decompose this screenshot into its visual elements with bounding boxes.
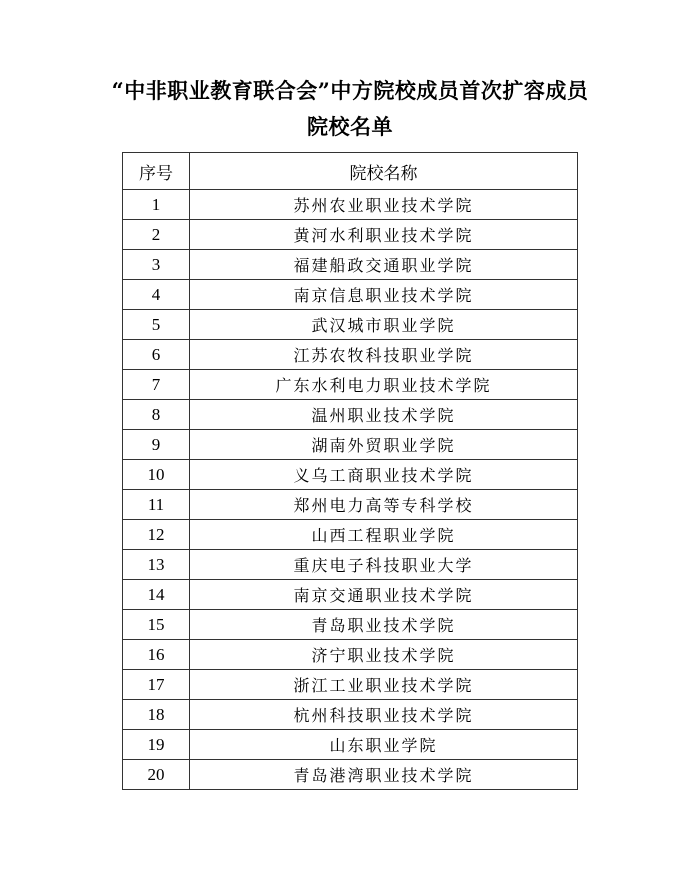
table-row [123, 460, 578, 490]
institution-name: 南京信息职业技术学院 [190, 280, 578, 310]
table-row [123, 550, 578, 580]
table-row [123, 250, 578, 280]
table-row [123, 610, 578, 640]
institution-name: 杭州科技职业技术学院 [190, 700, 578, 730]
institution-name: 济宁职业技术学院 [190, 640, 578, 670]
row-number: 8 [123, 400, 190, 430]
table-row [123, 220, 578, 250]
row-number: 6 [123, 340, 190, 370]
row-number: 18 [123, 700, 190, 730]
row-number: 9 [123, 430, 190, 460]
table-row [123, 280, 578, 310]
table-row [123, 490, 578, 520]
row-number: 19 [123, 730, 190, 760]
column-header-number: 序号 [123, 153, 190, 190]
row-number: 20 [123, 760, 190, 790]
institution-name: 山东职业学院 [190, 730, 578, 760]
row-number: 16 [123, 640, 190, 670]
row-number: 2 [123, 220, 190, 250]
institution-name: 江苏农牧科技职业学院 [190, 340, 578, 370]
row-number: 13 [123, 550, 190, 580]
table-row [123, 430, 578, 460]
table-row [123, 730, 578, 760]
institution-name: 青岛职业技术学院 [190, 610, 578, 640]
institution-name: 湖南外贸职业学院 [190, 430, 578, 460]
table-row [123, 370, 578, 400]
institution-name: 广东水利电力职业技术学院 [190, 370, 578, 400]
institution-name: 义乌工商职业技术学院 [190, 460, 578, 490]
row-number: 7 [123, 370, 190, 400]
institution-name: 山西工程职业学院 [190, 520, 578, 550]
row-number: 4 [123, 280, 190, 310]
document-title-continuation: 院校名单 [307, 114, 393, 139]
institution-name: 苏州农业职业技术学院 [190, 190, 578, 220]
institution-name: 重庆电子科技职业大学 [190, 550, 578, 580]
institution-name: 南京交通职业技术学院 [190, 580, 578, 610]
table-row [123, 700, 578, 730]
institution-name: 青岛港湾职业技术学院 [190, 760, 578, 790]
institution-name: 武汉城市职业学院 [190, 310, 578, 340]
table-row [123, 340, 578, 370]
table-row [123, 520, 578, 550]
institution-name: 浙江工业职业技术学院 [190, 670, 578, 700]
institution-name: 黄河水利职业技术学院 [190, 220, 578, 250]
institution-name: 郑州电力高等专科学校 [190, 490, 578, 520]
table-row [123, 580, 578, 610]
table-row [123, 400, 578, 430]
member-institutions-table [122, 152, 578, 790]
table-row [123, 670, 578, 700]
row-number: 15 [123, 610, 190, 640]
table-row [123, 190, 578, 220]
institution-name: 福建船政交通职业学院 [190, 250, 578, 280]
row-number: 11 [123, 490, 190, 520]
row-number: 5 [123, 310, 190, 340]
row-number: 12 [123, 520, 190, 550]
table-row [123, 310, 578, 340]
row-number: 17 [123, 670, 190, 700]
table-header-row [123, 153, 578, 190]
column-header-name: 院校名称 [190, 153, 578, 190]
row-number: 1 [123, 190, 190, 220]
table-row [123, 640, 578, 670]
institution-name: 温州职业技术学院 [190, 400, 578, 430]
table-row [123, 760, 578, 790]
row-number: 3 [123, 250, 190, 280]
document-title: “中非职业教育联合会”中方院校成员首次扩容成员 [111, 78, 589, 103]
row-number: 10 [123, 460, 190, 490]
row-number: 14 [123, 580, 190, 610]
